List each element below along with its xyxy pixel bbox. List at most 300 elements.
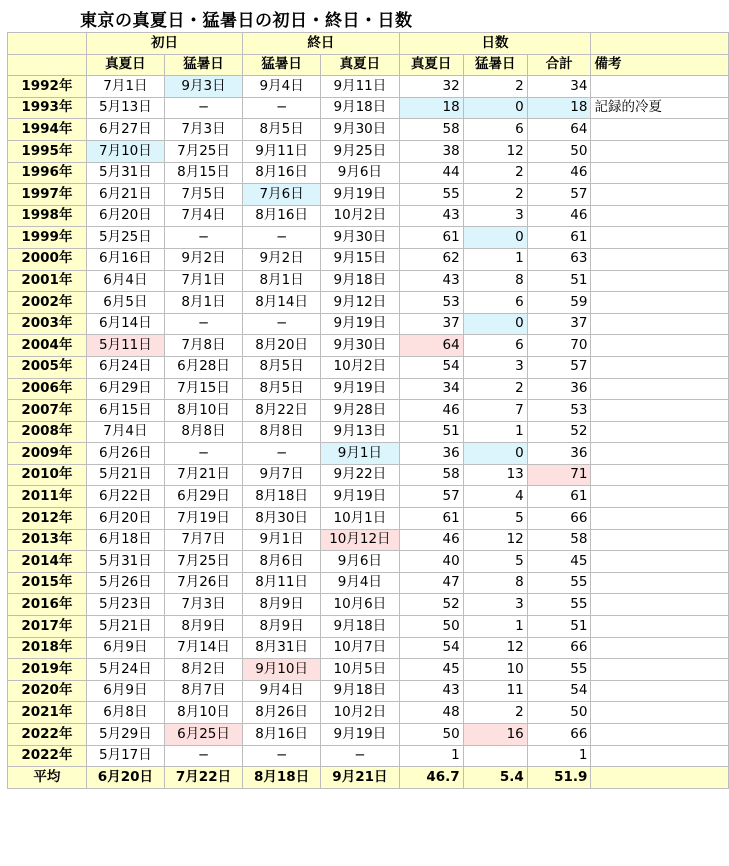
cell-total-days[interactable]: 55 [527, 572, 591, 594]
cell-first-hot-date[interactable]: 7月25日 [164, 140, 242, 162]
cell-year[interactable]: 2000年 [8, 248, 87, 270]
cell-first-hot-date[interactable]: − [164, 227, 242, 249]
cell-year[interactable]: 2017年 [8, 616, 87, 638]
cell-first-hot-date[interactable]: 8月2日 [164, 659, 242, 681]
cell-total-days[interactable]: 51 [527, 616, 591, 638]
cell-first-summer-date[interactable]: 5月29日 [86, 724, 164, 746]
cell-note[interactable] [591, 140, 729, 162]
header-corner[interactable] [8, 33, 87, 55]
cell-note[interactable] [591, 659, 729, 681]
cell-last-hot-date[interactable]: 8月9日 [243, 594, 321, 616]
cell-summer-days[interactable]: 18 [399, 97, 463, 119]
cell-last-hot-date[interactable]: 8月9日 [243, 616, 321, 638]
cell-year[interactable]: 2022年 [8, 724, 87, 746]
cell-summer-days[interactable]: 43 [399, 270, 463, 292]
cell-first-hot-date[interactable]: 6月25日 [164, 724, 242, 746]
cell-hot-days[interactable]: 3 [463, 594, 527, 616]
cell-year[interactable]: 2008年 [8, 421, 87, 443]
cell-summer-days[interactable]: 55 [399, 184, 463, 206]
cell-hot-days[interactable]: 16 [463, 724, 527, 746]
cell-first-summer-date[interactable]: 5月25日 [86, 227, 164, 249]
cell-summer-days[interactable]: 46 [399, 529, 463, 551]
cell-last-hot-date[interactable]: − [243, 313, 321, 335]
cell-last-hot-date[interactable]: 8月6日 [243, 551, 321, 573]
cell-hot-days[interactable]: 2 [463, 184, 527, 206]
cell-summer-days[interactable]: 61 [399, 508, 463, 530]
cell-hot-days[interactable]: 0 [463, 443, 527, 465]
cell-total-days[interactable]: 64 [527, 119, 591, 141]
cell-summer-days[interactable]: 61 [399, 227, 463, 249]
cell-first-hot-date[interactable]: 6月29日 [164, 486, 242, 508]
cell-first-hot-date[interactable]: − [164, 443, 242, 465]
cell-last-summer-date[interactable]: 9月6日 [321, 551, 399, 573]
header-note-top[interactable] [591, 33, 729, 55]
cell-first-summer-date[interactable]: 6月15日 [86, 400, 164, 422]
cell-hot-days[interactable]: 12 [463, 529, 527, 551]
average-total-days[interactable]: 51.9 [527, 767, 591, 789]
cell-last-hot-date[interactable]: 8月14日 [243, 292, 321, 314]
cell-note[interactable] [591, 313, 729, 335]
cell-summer-days[interactable]: 52 [399, 594, 463, 616]
cell-last-summer-date[interactable]: 9月19日 [321, 378, 399, 400]
cell-first-summer-date[interactable]: 6月16日 [86, 248, 164, 270]
cell-last-summer-date[interactable]: 9月4日 [321, 572, 399, 594]
cell-note[interactable] [591, 270, 729, 292]
cell-note[interactable] [591, 702, 729, 724]
cell-last-hot-date[interactable]: 9月2日 [243, 248, 321, 270]
cell-total-days[interactable]: 63 [527, 248, 591, 270]
header-total[interactable]: 合計 [527, 54, 591, 76]
cell-first-hot-date[interactable]: 7月25日 [164, 551, 242, 573]
cell-year[interactable]: 2006年 [8, 378, 87, 400]
cell-summer-days[interactable]: 58 [399, 464, 463, 486]
cell-summer-days[interactable]: 54 [399, 637, 463, 659]
cell-last-summer-date[interactable]: 9月30日 [321, 119, 399, 141]
cell-total-days[interactable]: 70 [527, 335, 591, 357]
cell-year[interactable]: 2002年 [8, 292, 87, 314]
cell-year[interactable]: 2001年 [8, 270, 87, 292]
cell-hot-days[interactable] [463, 745, 527, 767]
cell-note[interactable] [591, 421, 729, 443]
cell-note[interactable] [591, 205, 729, 227]
cell-first-summer-date[interactable]: 6月8日 [86, 702, 164, 724]
cell-hot-days[interactable]: 5 [463, 508, 527, 530]
cell-summer-days[interactable]: 1 [399, 745, 463, 767]
cell-hot-days[interactable]: 5 [463, 551, 527, 573]
cell-first-summer-date[interactable]: 6月20日 [86, 508, 164, 530]
cell-first-hot-date[interactable]: 9月3日 [164, 76, 242, 98]
cell-total-days[interactable]: 45 [527, 551, 591, 573]
cell-summer-days[interactable]: 53 [399, 292, 463, 314]
cell-last-hot-date[interactable]: − [243, 227, 321, 249]
cell-note[interactable] [591, 248, 729, 270]
cell-year[interactable]: 2011年 [8, 486, 87, 508]
cell-total-days[interactable]: 37 [527, 313, 591, 335]
cell-first-hot-date[interactable]: 6月28日 [164, 356, 242, 378]
header-group-last[interactable]: 終日 [243, 33, 400, 55]
cell-total-days[interactable]: 53 [527, 400, 591, 422]
header-count-summer[interactable]: 真夏日 [399, 54, 463, 76]
cell-last-summer-date[interactable]: 9月18日 [321, 97, 399, 119]
cell-last-summer-date[interactable]: 9月13日 [321, 421, 399, 443]
header-last-hot[interactable]: 猛暑日 [243, 54, 321, 76]
cell-total-days[interactable]: 61 [527, 227, 591, 249]
cell-summer-days[interactable]: 62 [399, 248, 463, 270]
cell-first-hot-date[interactable]: 8月10日 [164, 400, 242, 422]
cell-total-days[interactable]: 66 [527, 508, 591, 530]
cell-last-summer-date[interactable]: 9月15日 [321, 248, 399, 270]
cell-last-hot-date[interactable]: − [243, 745, 321, 767]
cell-note[interactable] [591, 551, 729, 573]
cell-last-summer-date[interactable]: 9月18日 [321, 680, 399, 702]
average-hot-days[interactable]: 5.4 [463, 767, 527, 789]
cell-note[interactable] [591, 486, 729, 508]
cell-first-summer-date[interactable]: 5月31日 [86, 551, 164, 573]
cell-last-summer-date[interactable]: 9月11日 [321, 76, 399, 98]
cell-total-days[interactable]: 61 [527, 486, 591, 508]
header-year[interactable] [8, 54, 87, 76]
cell-first-hot-date[interactable]: 8月1日 [164, 292, 242, 314]
cell-first-summer-date[interactable]: 6月9日 [86, 637, 164, 659]
cell-last-summer-date[interactable]: 10月6日 [321, 594, 399, 616]
cell-summer-days[interactable]: 46 [399, 400, 463, 422]
cell-summer-days[interactable]: 50 [399, 616, 463, 638]
cell-summer-days[interactable]: 64 [399, 335, 463, 357]
cell-last-summer-date[interactable]: 9月30日 [321, 335, 399, 357]
cell-year[interactable]: 2003年 [8, 313, 87, 335]
cell-summer-days[interactable]: 43 [399, 205, 463, 227]
cell-total-days[interactable]: 66 [527, 724, 591, 746]
cell-total-days[interactable]: 71 [527, 464, 591, 486]
cell-first-hot-date[interactable]: 7月4日 [164, 205, 242, 227]
cell-last-hot-date[interactable]: 9月4日 [243, 76, 321, 98]
cell-first-summer-date[interactable]: 6月22日 [86, 486, 164, 508]
cell-year[interactable]: 1995年 [8, 140, 87, 162]
cell-last-summer-date[interactable]: 9月18日 [321, 616, 399, 638]
cell-hot-days[interactable]: 2 [463, 162, 527, 184]
cell-total-days[interactable]: 51 [527, 270, 591, 292]
cell-first-summer-date[interactable]: 6月27日 [86, 119, 164, 141]
cell-hot-days[interactable]: 12 [463, 140, 527, 162]
cell-last-summer-date[interactable]: 9月12日 [321, 292, 399, 314]
cell-hot-days[interactable]: 4 [463, 486, 527, 508]
cell-last-hot-date[interactable]: 9月1日 [243, 529, 321, 551]
cell-hot-days[interactable]: 2 [463, 702, 527, 724]
header-count-hot[interactable]: 猛暑日 [463, 54, 527, 76]
cell-summer-days[interactable]: 48 [399, 702, 463, 724]
cell-last-hot-date[interactable]: 8月5日 [243, 119, 321, 141]
cell-year[interactable]: 2015年 [8, 572, 87, 594]
cell-note[interactable] [591, 119, 729, 141]
cell-summer-days[interactable]: 51 [399, 421, 463, 443]
cell-first-summer-date[interactable]: 5月17日 [86, 745, 164, 767]
cell-total-days[interactable]: 66 [527, 637, 591, 659]
cell-note[interactable]: 記録的冷夏 [591, 97, 729, 119]
cell-first-hot-date[interactable]: 7月15日 [164, 378, 242, 400]
cell-last-summer-date[interactable]: 9月1日 [321, 443, 399, 465]
cell-total-days[interactable]: 59 [527, 292, 591, 314]
cell-year[interactable]: 2005年 [8, 356, 87, 378]
cell-last-hot-date[interactable]: 8月8日 [243, 421, 321, 443]
cell-first-hot-date[interactable]: 7月7日 [164, 529, 242, 551]
average-note[interactable] [591, 767, 729, 789]
cell-total-days[interactable]: 18 [527, 97, 591, 119]
cell-note[interactable] [591, 227, 729, 249]
cell-first-hot-date[interactable]: − [164, 97, 242, 119]
cell-note[interactable] [591, 400, 729, 422]
cell-last-hot-date[interactable]: 9月7日 [243, 464, 321, 486]
cell-last-hot-date[interactable]: 8月5日 [243, 378, 321, 400]
cell-note[interactable] [591, 464, 729, 486]
cell-total-days[interactable]: 54 [527, 680, 591, 702]
cell-last-summer-date[interactable]: 9月19日 [321, 313, 399, 335]
cell-hot-days[interactable]: 1 [463, 616, 527, 638]
cell-first-summer-date[interactable]: 7月1日 [86, 76, 164, 98]
average-summer-days[interactable]: 46.7 [399, 767, 463, 789]
cell-summer-days[interactable]: 32 [399, 76, 463, 98]
cell-summer-days[interactable]: 45 [399, 659, 463, 681]
cell-year[interactable]: 2016年 [8, 594, 87, 616]
cell-hot-days[interactable]: 1 [463, 421, 527, 443]
cell-total-days[interactable]: 52 [527, 421, 591, 443]
average-first-summer-date[interactable]: 6月20日 [86, 767, 164, 789]
cell-note[interactable] [591, 162, 729, 184]
cell-first-hot-date[interactable]: 8月9日 [164, 616, 242, 638]
cell-last-summer-date[interactable]: 10月1日 [321, 508, 399, 530]
cell-last-hot-date[interactable]: 9月11日 [243, 140, 321, 162]
cell-year[interactable]: 1997年 [8, 184, 87, 206]
header-group-count[interactable]: 日数 [399, 33, 591, 55]
cell-year[interactable]: 1998年 [8, 205, 87, 227]
cell-note[interactable] [591, 680, 729, 702]
cell-total-days[interactable]: 36 [527, 378, 591, 400]
cell-first-summer-date[interactable]: 7月4日 [86, 421, 164, 443]
cell-first-summer-date[interactable]: 7月10日 [86, 140, 164, 162]
cell-year[interactable]: 2019年 [8, 659, 87, 681]
cell-total-days[interactable]: 36 [527, 443, 591, 465]
cell-first-summer-date[interactable]: 6月5日 [86, 292, 164, 314]
cell-first-summer-date[interactable]: 6月24日 [86, 356, 164, 378]
cell-first-summer-date[interactable]: 6月26日 [86, 443, 164, 465]
cell-hot-days[interactable]: 6 [463, 292, 527, 314]
cell-note[interactable] [591, 76, 729, 98]
cell-first-summer-date[interactable]: 6月14日 [86, 313, 164, 335]
cell-last-summer-date[interactable]: 9月19日 [321, 486, 399, 508]
cell-note[interactable] [591, 637, 729, 659]
cell-last-hot-date[interactable]: 7月6日 [243, 184, 321, 206]
cell-hot-days[interactable]: 3 [463, 205, 527, 227]
cell-summer-days[interactable]: 57 [399, 486, 463, 508]
cell-note[interactable] [591, 616, 729, 638]
average-label[interactable]: 平均 [8, 767, 87, 789]
cell-last-hot-date[interactable]: 9月4日 [243, 680, 321, 702]
cell-first-hot-date[interactable]: 8月10日 [164, 702, 242, 724]
cell-first-hot-date[interactable]: 7月19日 [164, 508, 242, 530]
cell-last-hot-date[interactable]: − [243, 443, 321, 465]
cell-last-summer-date[interactable]: 10月12日 [321, 529, 399, 551]
cell-hot-days[interactable]: 11 [463, 680, 527, 702]
header-note[interactable]: 備考 [591, 54, 729, 76]
cell-note[interactable] [591, 724, 729, 746]
header-first-hot[interactable]: 猛暑日 [164, 54, 242, 76]
cell-total-days[interactable]: 50 [527, 140, 591, 162]
cell-first-summer-date[interactable]: 5月21日 [86, 616, 164, 638]
cell-total-days[interactable]: 55 [527, 659, 591, 681]
cell-year[interactable]: 2014年 [8, 551, 87, 573]
cell-last-hot-date[interactable]: 8月11日 [243, 572, 321, 594]
cell-year[interactable]: 2004年 [8, 335, 87, 357]
cell-year[interactable]: 2013年 [8, 529, 87, 551]
cell-hot-days[interactable]: 0 [463, 97, 527, 119]
cell-summer-days[interactable]: 38 [399, 140, 463, 162]
cell-year[interactable]: 2021年 [8, 702, 87, 724]
cell-last-hot-date[interactable]: 8月18日 [243, 486, 321, 508]
cell-last-hot-date[interactable]: 8月22日 [243, 400, 321, 422]
cell-summer-days[interactable]: 40 [399, 551, 463, 573]
cell-last-summer-date[interactable]: 10月5日 [321, 659, 399, 681]
cell-note[interactable] [591, 443, 729, 465]
cell-first-summer-date[interactable]: 6月18日 [86, 529, 164, 551]
cell-note[interactable] [591, 572, 729, 594]
cell-first-hot-date[interactable]: 7月14日 [164, 637, 242, 659]
cell-last-hot-date[interactable]: 8月16日 [243, 162, 321, 184]
cell-last-hot-date[interactable]: 8月20日 [243, 335, 321, 357]
header-last-summer[interactable]: 真夏日 [321, 54, 399, 76]
cell-last-summer-date[interactable]: 9月18日 [321, 270, 399, 292]
cell-first-summer-date[interactable]: 6月4日 [86, 270, 164, 292]
cell-note[interactable] [591, 529, 729, 551]
cell-hot-days[interactable]: 3 [463, 356, 527, 378]
cell-last-hot-date[interactable]: − [243, 97, 321, 119]
cell-year[interactable]: 2020年 [8, 680, 87, 702]
cell-last-hot-date[interactable]: 8月31日 [243, 637, 321, 659]
cell-hot-days[interactable]: 6 [463, 335, 527, 357]
cell-summer-days[interactable]: 37 [399, 313, 463, 335]
cell-first-summer-date[interactable]: 6月20日 [86, 205, 164, 227]
cell-note[interactable] [591, 356, 729, 378]
cell-hot-days[interactable]: 8 [463, 572, 527, 594]
cell-note[interactable] [591, 594, 729, 616]
cell-first-hot-date[interactable]: 8月8日 [164, 421, 242, 443]
cell-last-summer-date[interactable]: 10月2日 [321, 205, 399, 227]
cell-first-hot-date[interactable]: − [164, 745, 242, 767]
cell-total-days[interactable]: 57 [527, 356, 591, 378]
cell-summer-days[interactable]: 34 [399, 378, 463, 400]
cell-total-days[interactable]: 46 [527, 162, 591, 184]
cell-year[interactable]: 1992年 [8, 76, 87, 98]
cell-last-hot-date[interactable]: 8月26日 [243, 702, 321, 724]
cell-total-days[interactable]: 46 [527, 205, 591, 227]
cell-first-hot-date[interactable]: 8月7日 [164, 680, 242, 702]
cell-note[interactable] [591, 184, 729, 206]
header-first-summer[interactable]: 真夏日 [86, 54, 164, 76]
cell-summer-days[interactable]: 47 [399, 572, 463, 594]
cell-first-summer-date[interactable]: 5月26日 [86, 572, 164, 594]
cell-total-days[interactable]: 58 [527, 529, 591, 551]
cell-last-hot-date[interactable]: 8月30日 [243, 508, 321, 530]
cell-hot-days[interactable]: 0 [463, 227, 527, 249]
cell-note[interactable] [591, 292, 729, 314]
cell-year[interactable]: 1996年 [8, 162, 87, 184]
cell-hot-days[interactable]: 10 [463, 659, 527, 681]
cell-year[interactable]: 2007年 [8, 400, 87, 422]
cell-first-summer-date[interactable]: 5月31日 [86, 162, 164, 184]
cell-hot-days[interactable]: 8 [463, 270, 527, 292]
cell-last-summer-date[interactable]: − [321, 745, 399, 767]
cell-last-hot-date[interactable]: 8月16日 [243, 724, 321, 746]
cell-first-hot-date[interactable]: 7月1日 [164, 270, 242, 292]
cell-summer-days[interactable]: 54 [399, 356, 463, 378]
cell-last-summer-date[interactable]: 10月2日 [321, 356, 399, 378]
header-group-first[interactable]: 初日 [86, 33, 242, 55]
cell-hot-days[interactable]: 12 [463, 637, 527, 659]
cell-last-hot-date[interactable]: 8月5日 [243, 356, 321, 378]
cell-year[interactable]: 1994年 [8, 119, 87, 141]
cell-last-summer-date[interactable]: 10月7日 [321, 637, 399, 659]
cell-note[interactable] [591, 335, 729, 357]
cell-year[interactable]: 2009年 [8, 443, 87, 465]
cell-first-summer-date[interactable]: 5月23日 [86, 594, 164, 616]
cell-hot-days[interactable]: 13 [463, 464, 527, 486]
cell-last-summer-date[interactable]: 9月28日 [321, 400, 399, 422]
cell-first-summer-date[interactable]: 6月9日 [86, 680, 164, 702]
cell-year[interactable]: 2012年 [8, 508, 87, 530]
cell-first-summer-date[interactable]: 6月21日 [86, 184, 164, 206]
cell-first-hot-date[interactable]: 9月2日 [164, 248, 242, 270]
cell-first-summer-date[interactable]: 5月11日 [86, 335, 164, 357]
cell-note[interactable] [591, 745, 729, 767]
cell-summer-days[interactable]: 36 [399, 443, 463, 465]
cell-year[interactable]: 2022年 [8, 745, 87, 767]
cell-last-summer-date[interactable]: 9月6日 [321, 162, 399, 184]
cell-summer-days[interactable]: 44 [399, 162, 463, 184]
cell-total-days[interactable]: 1 [527, 745, 591, 767]
average-last-hot-date[interactable]: 8月18日 [243, 767, 321, 789]
cell-summer-days[interactable]: 58 [399, 119, 463, 141]
cell-first-hot-date[interactable]: 7月21日 [164, 464, 242, 486]
cell-year[interactable]: 1999年 [8, 227, 87, 249]
cell-first-hot-date[interactable]: 7月3日 [164, 119, 242, 141]
cell-first-summer-date[interactable]: 6月29日 [86, 378, 164, 400]
cell-hot-days[interactable]: 1 [463, 248, 527, 270]
cell-first-hot-date[interactable]: 7月5日 [164, 184, 242, 206]
cell-total-days[interactable]: 34 [527, 76, 591, 98]
cell-first-hot-date[interactable]: 7月8日 [164, 335, 242, 357]
average-last-summer-date[interactable]: 9月21日 [321, 767, 399, 789]
cell-last-hot-date[interactable]: 8月16日 [243, 205, 321, 227]
cell-hot-days[interactable]: 6 [463, 119, 527, 141]
cell-hot-days[interactable]: 7 [463, 400, 527, 422]
cell-first-hot-date[interactable]: 7月3日 [164, 594, 242, 616]
cell-year[interactable]: 2010年 [8, 464, 87, 486]
cell-first-summer-date[interactable]: 5月13日 [86, 97, 164, 119]
cell-first-hot-date[interactable]: − [164, 313, 242, 335]
cell-total-days[interactable]: 50 [527, 702, 591, 724]
cell-total-days[interactable]: 57 [527, 184, 591, 206]
cell-hot-days[interactable]: 0 [463, 313, 527, 335]
cell-year[interactable]: 1993年 [8, 97, 87, 119]
cell-note[interactable] [591, 378, 729, 400]
cell-last-hot-date[interactable]: 8月1日 [243, 270, 321, 292]
cell-summer-days[interactable]: 43 [399, 680, 463, 702]
cell-last-hot-date[interactable]: 9月10日 [243, 659, 321, 681]
cell-last-summer-date[interactable]: 9月30日 [321, 227, 399, 249]
cell-last-summer-date[interactable]: 10月2日 [321, 702, 399, 724]
cell-first-summer-date[interactable]: 5月21日 [86, 464, 164, 486]
cell-last-summer-date[interactable]: 9月19日 [321, 184, 399, 206]
cell-note[interactable] [591, 508, 729, 530]
cell-year[interactable]: 2018年 [8, 637, 87, 659]
